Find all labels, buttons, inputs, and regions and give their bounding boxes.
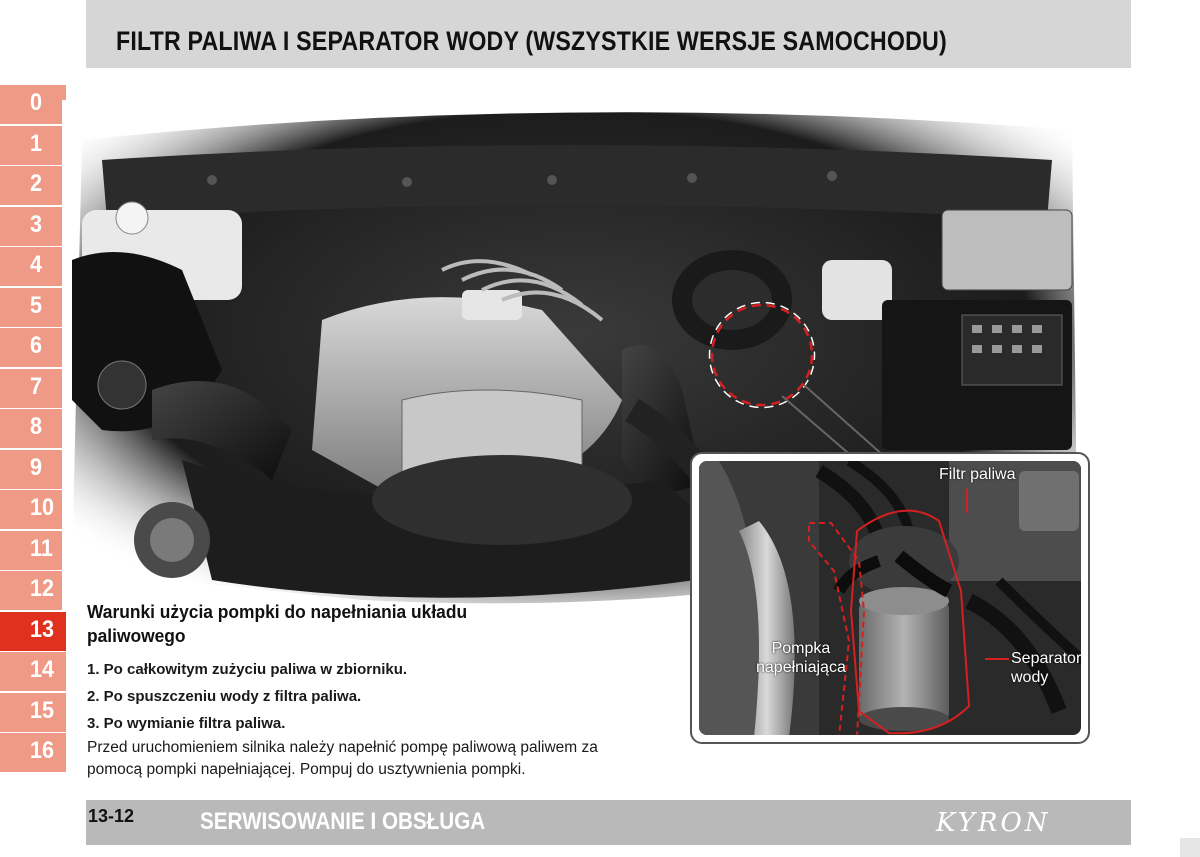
chapter-tab-14[interactable] [0,652,66,692]
water-separator-label [1011,649,1081,687]
chapter-tab-10[interactable] [0,490,66,530]
chapter-tab-9[interactable] [0,450,66,490]
chapter-tabs [0,85,66,774]
list-item: 1. Po całkowitym zużyciu paliwa w zbiorniku. [87,661,408,678]
chapter-tab-8[interactable] [0,409,66,449]
kyron-logo: KYRON [936,808,1051,838]
tab-label: 15 [30,696,55,724]
chapter-tab-0[interactable] [0,85,66,125]
tab-label: 8 [30,413,43,440]
primer-pump-label-line1: Pompka [771,640,831,657]
chapter-tab-2[interactable] [0,166,66,206]
fuel-filter-detail-photo [699,461,1081,735]
chapter-tab-16[interactable] [0,733,66,773]
tab-label: 3 [30,210,43,238]
chapter-tab-6[interactable] [0,328,66,368]
primer-pump-label [756,639,846,677]
inset-photo-frame [699,461,1081,735]
instructions-block [87,600,687,781]
footer-section-title: SERWISOWANIE I OBSŁUGA [200,808,486,835]
chapter-tab-4[interactable] [0,247,66,287]
fuel-filter-label: Filtr paliwa [939,466,1016,483]
page-footer [86,800,1131,845]
tab-label: 5 [30,291,43,319]
tab-label: 12 [30,575,55,602]
tab-label: 16 [30,737,55,764]
tab-label: 14 [30,656,55,683]
page-number: 13-12 [88,806,135,826]
water-separator-label-line1: Separator [1011,650,1081,667]
tab-label: 13 [30,615,55,643]
page-header [86,0,1131,68]
tab-label: 11 [30,534,53,562]
tab-label: 9 [30,453,43,481]
fuel-filter-detail-inset [690,452,1090,744]
tab-label: 7 [30,372,43,400]
tab-label: 10 [30,494,55,521]
chapter-tab-15[interactable] [0,693,66,733]
tab-label: 6 [30,332,43,359]
chapter-tab-11[interactable] [0,531,66,571]
section-heading: Warunki użycia pompki do napełniania układu paliwowego [87,601,468,646]
corner-marker [1180,838,1200,857]
chapter-tab-7[interactable] [0,369,66,409]
chapter-tab-1[interactable] [0,126,66,166]
water-separator-label-line2: wody [1011,669,1049,687]
instruction-paragraph: Przed uruchomieniem silnika należy napełnić pompę paliwową paliwem za pomocą pompki napełniającej. Pompuj do usztywnienia pompki. [87,739,598,778]
chapter-tab-3[interactable] [0,207,66,247]
tab-label: 2 [30,170,43,197]
chapter-tab-5[interactable] [0,288,66,328]
conditions-list [87,656,687,737]
tab-label: 0 [30,89,43,116]
list-item: 2. Po spuszczeniu wody z filtra paliwa. [87,688,362,705]
list-item: 3. Po wymianie filtra paliwa. [87,715,286,732]
tab-label: 1 [30,129,43,157]
chapter-tab-12[interactable] [0,571,66,611]
tab-label: 4 [30,251,43,278]
page-title: FILTR PALIWA I SEPARATOR WODY (WSZYSTKIE WERSJE SAMOCHODU) [116,26,947,56]
chapter-tab-13[interactable] [0,612,66,652]
primer-pump-label-line2: napełniająca [756,659,846,677]
